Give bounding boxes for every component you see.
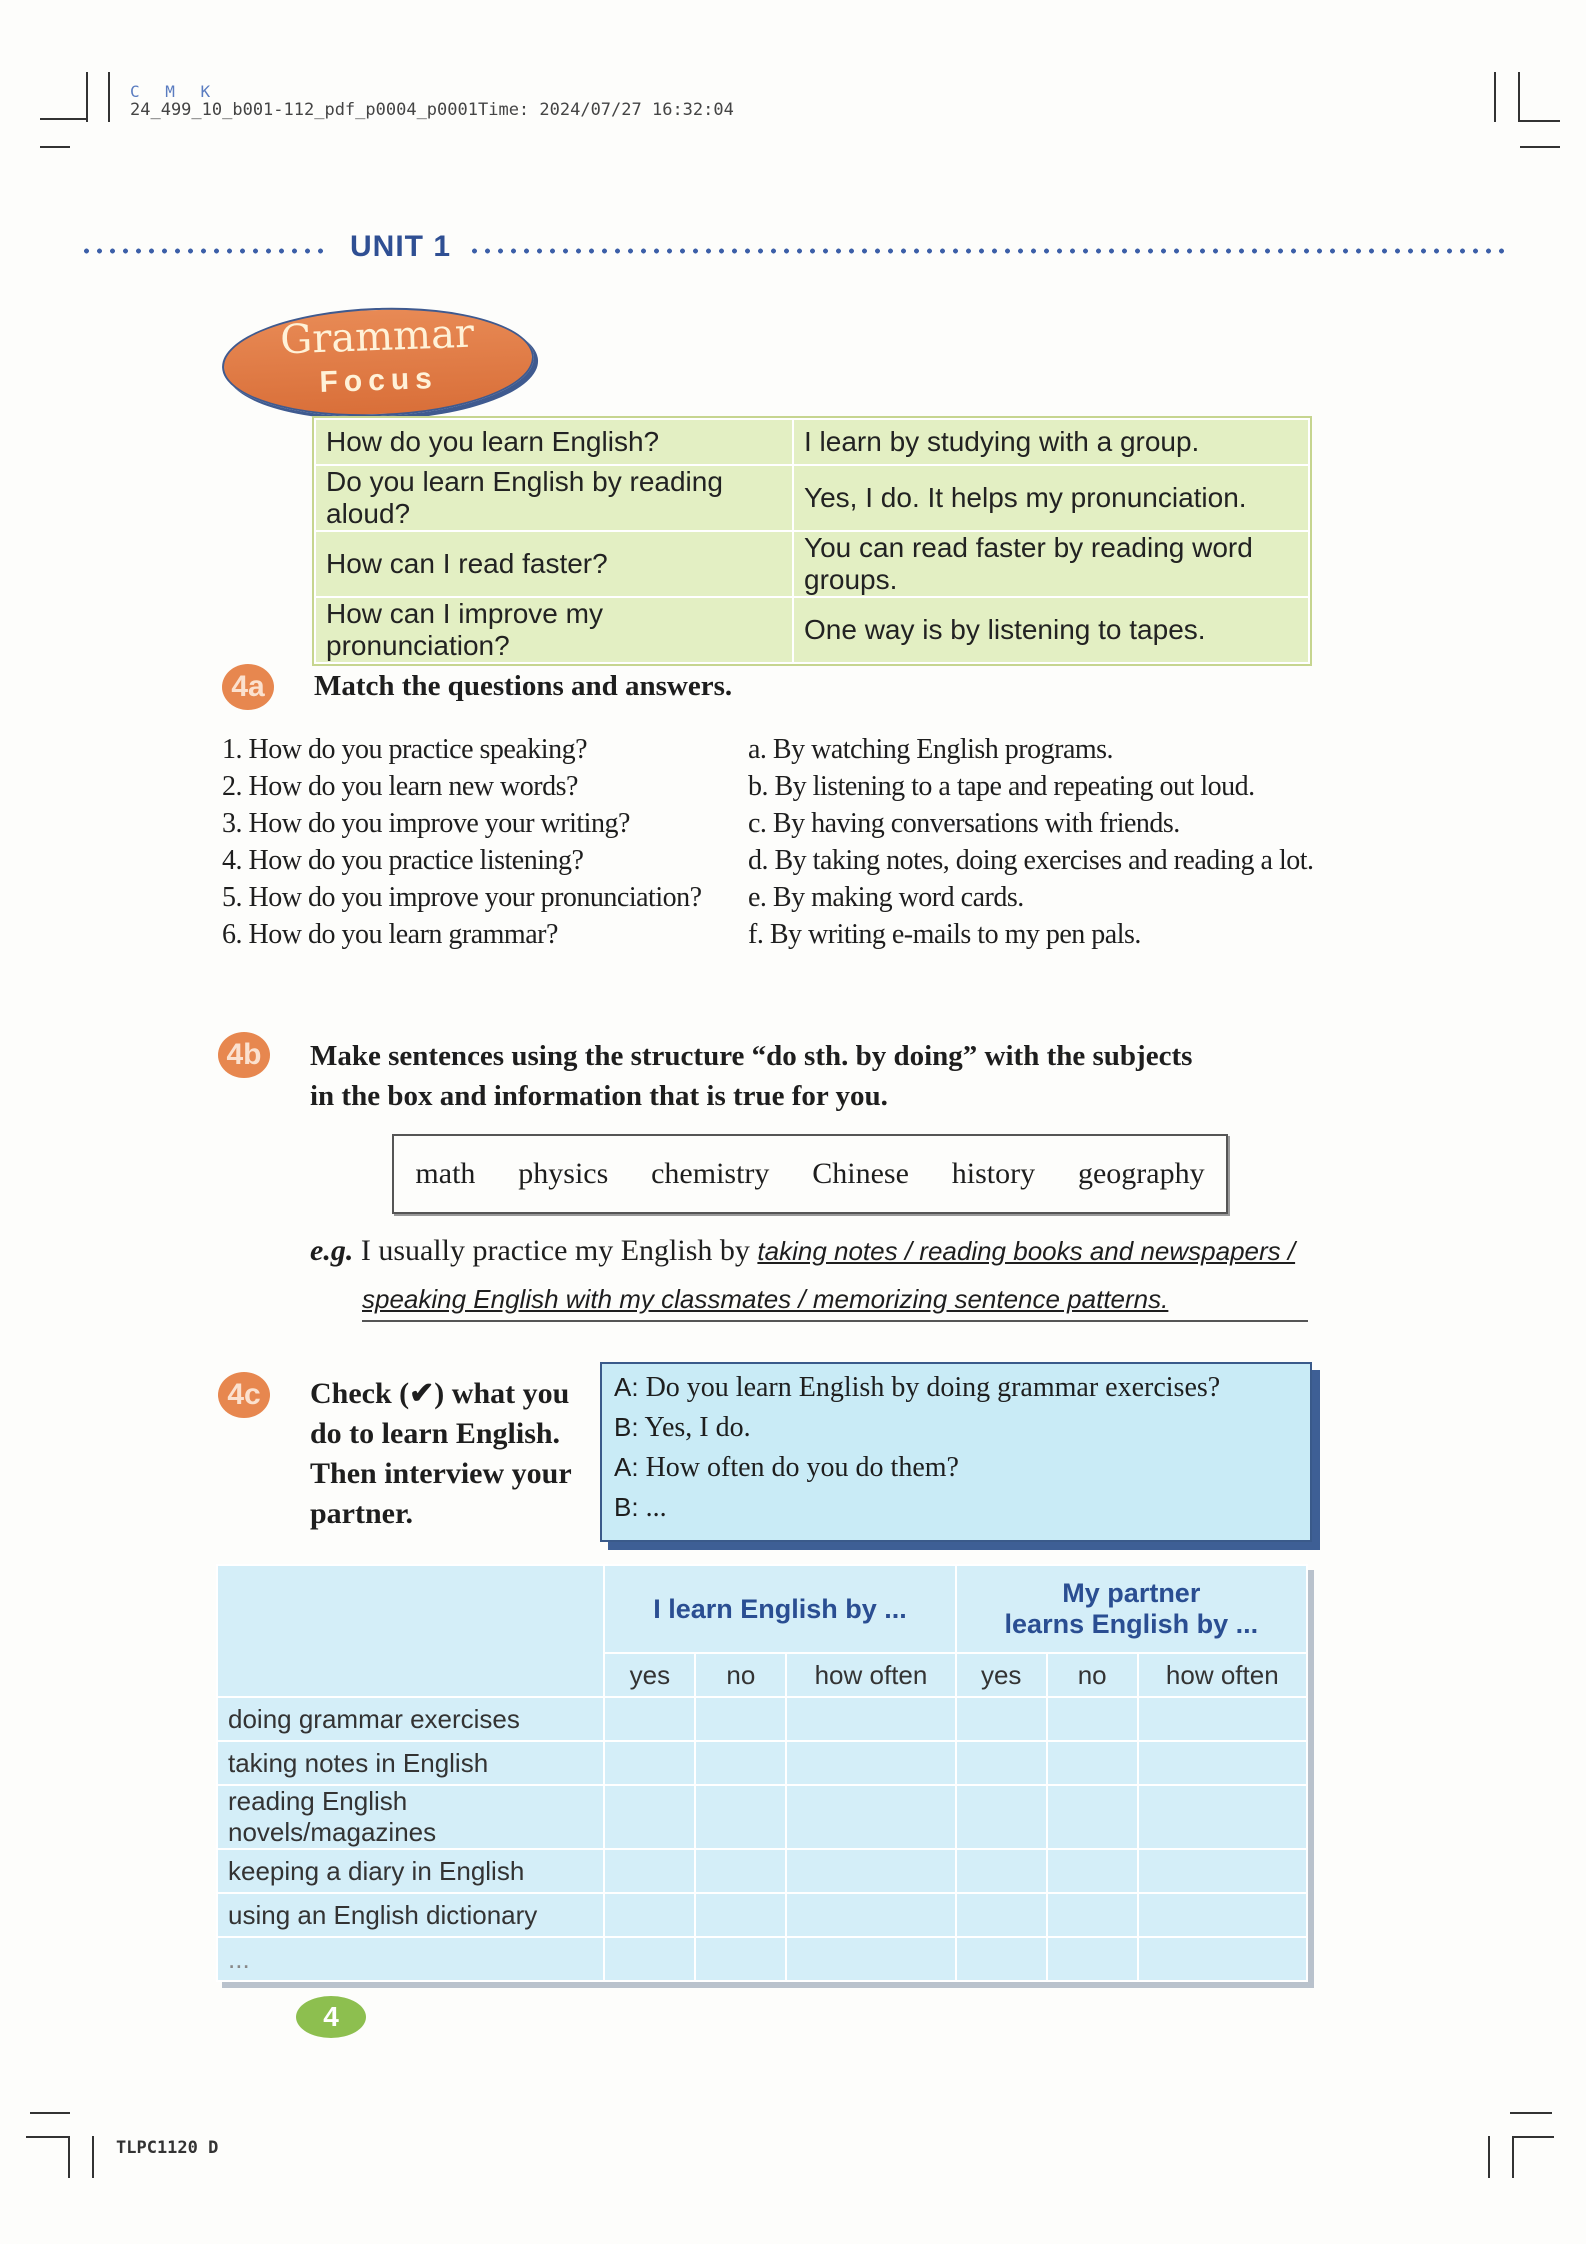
section-4b-title-line1: Make sentences using the structure “do sth. by doing” with the subjects <box>310 1040 1193 1072</box>
badge-title: Grammar <box>279 310 475 364</box>
crop-mark <box>30 2112 70 2114</box>
dialog-text: How often do you do them? <box>645 1452 959 1483</box>
table-row <box>315 465 1309 531</box>
grammar-focus-badge <box>220 303 536 422</box>
dialog-text: Yes, I do. <box>644 1412 751 1443</box>
crop-mark <box>1520 146 1560 148</box>
answer-cell[interactable] <box>604 1849 695 1893</box>
dialog-box <box>600 1362 1312 1542</box>
dialog-speaker: B: <box>614 1412 639 1442</box>
activity-label: ... <box>217 1937 604 1981</box>
answer-cell[interactable] <box>1138 1785 1307 1849</box>
crop-mark <box>1512 2136 1514 2178</box>
crop-mark <box>86 72 88 122</box>
answer-item: e. By making word cards. <box>748 882 1024 913</box>
header-my-partner-line2: learns English by ... <box>1004 1609 1259 1639</box>
answer-cell[interactable] <box>604 1697 695 1741</box>
dialog-speaker: A: <box>614 1372 639 1402</box>
dialog-line <box>614 1412 751 1444</box>
grammar-answer: One way is by listening to tapes. <box>793 597 1309 663</box>
answer-cell[interactable] <box>956 1785 1047 1849</box>
subject-word: Chinese <box>812 1157 909 1190</box>
table-header-row <box>217 1565 1307 1653</box>
table-row <box>315 419 1309 465</box>
crop-mark <box>26 2136 70 2138</box>
survey-table <box>216 1564 1308 1982</box>
section-number-4b: 4b <box>218 1032 270 1078</box>
header-i-learn: I learn English by ... <box>604 1565 955 1653</box>
answer-cell[interactable] <box>604 1785 695 1849</box>
dialog-text: ... <box>645 1492 667 1523</box>
answer-cell[interactable] <box>956 1741 1047 1785</box>
dialog-line <box>614 1492 667 1524</box>
color-marks: C M K <box>130 82 219 101</box>
table-row <box>217 1937 1307 1981</box>
section-number-4a: 4a <box>222 664 274 710</box>
grammar-question: How can I improve my pronunciation? <box>315 597 793 663</box>
answer-cell[interactable] <box>786 1893 955 1937</box>
table-row <box>217 1893 1307 1937</box>
answer-item: d. By taking notes, doing exercises and reading a lot. <box>748 845 1314 876</box>
instruction-line: do to learn English. <box>310 1417 561 1450</box>
table-row <box>217 1697 1307 1741</box>
section-number-4c: 4c <box>218 1372 270 1418</box>
answer-cell[interactable] <box>1047 1937 1138 1981</box>
instruction-line: Then interview your <box>310 1457 572 1490</box>
subject-word: physics <box>518 1157 609 1190</box>
subject-word: math <box>415 1157 476 1190</box>
grammar-question: How can I read faster? <box>315 531 793 597</box>
answer-item: f. By writing e-mails to my pen pals. <box>748 919 1141 950</box>
unit-header <box>80 230 1520 270</box>
dialog-line <box>614 1372 1220 1404</box>
subject-word: history <box>951 1157 1036 1190</box>
question-item: 5. How do you improve your pronunciation? <box>222 882 702 913</box>
answer-cell[interactable] <box>1047 1893 1138 1937</box>
answer-cell[interactable] <box>695 1741 786 1785</box>
example-sentence <box>310 1234 1295 1268</box>
answer-cell[interactable] <box>1047 1849 1138 1893</box>
crop-mark <box>1518 120 1560 122</box>
question-item: 6. How do you learn grammar? <box>222 919 558 950</box>
crop-mark <box>68 2136 70 2178</box>
answer-cell[interactable] <box>695 1849 786 1893</box>
crop-mark <box>92 2136 94 2178</box>
subject-word: geography <box>1077 1157 1205 1190</box>
activity-label: doing grammar exercises <box>217 1697 604 1741</box>
subheader-cell: no <box>695 1653 786 1697</box>
answer-cell[interactable] <box>1138 1937 1307 1981</box>
question-item: 1. How do you practice speaking? <box>222 734 587 765</box>
dialog-line <box>614 1452 959 1484</box>
subject-word-box <box>392 1134 1228 1214</box>
grammar-question: How do you learn English? <box>315 419 793 465</box>
answer-cell[interactable] <box>786 1937 955 1981</box>
question-item: 4. How do you practice listening? <box>222 845 584 876</box>
section-4b-title-line2: in the box and information that is true for you. <box>310 1080 888 1112</box>
example-answer-line1: taking notes / reading books and newspapers / <box>757 1236 1296 1266</box>
answer-cell[interactable] <box>786 1849 955 1893</box>
subheader-cell: how often <box>1138 1653 1307 1697</box>
dialog-speaker: A: <box>614 1452 639 1482</box>
crop-mark <box>1512 2136 1554 2138</box>
answer-cell[interactable] <box>604 1741 695 1785</box>
subject-word: chemistry <box>651 1157 770 1190</box>
answer-item: b. By listening to a tape and repeating out loud. <box>748 771 1255 802</box>
answer-cell[interactable] <box>1138 1849 1307 1893</box>
table-row <box>217 1785 1307 1849</box>
crop-mark <box>1488 2136 1490 2178</box>
example-answer-line2: speaking English with my classmates / memorizing sentence patterns. <box>362 1284 1169 1314</box>
subheader-cell: yes <box>956 1653 1047 1697</box>
unit-label: UNIT 1 <box>350 230 452 263</box>
crop-mark <box>1518 72 1520 122</box>
example-answer-line2-wrap <box>362 1284 1308 1322</box>
answer-cell[interactable] <box>956 1697 1047 1741</box>
dot-divider <box>468 247 1510 255</box>
answer-cell[interactable] <box>1047 1785 1138 1849</box>
question-item: 3. How do you improve your writing? <box>222 808 630 839</box>
table-row <box>217 1741 1307 1785</box>
crop-mark <box>1510 2112 1552 2114</box>
subheader-cell: yes <box>604 1653 695 1697</box>
grammar-answer: You can read faster by reading word groups. <box>793 531 1309 597</box>
section-4c-instruction <box>310 1374 572 1534</box>
file-info: 24_499_10_b001-112_pdf_p0004_p0001Time: 2024/07/27 16:32:04 <box>130 100 734 120</box>
badge-subtitle: Focus <box>318 361 439 400</box>
page-number: 4 <box>296 1996 366 2038</box>
header-my-partner <box>956 1565 1307 1653</box>
grammar-table <box>314 418 1310 664</box>
answer-cell[interactable] <box>604 1937 695 1981</box>
answer-cell[interactable] <box>1138 1697 1307 1741</box>
example-prefix: e.g. <box>310 1234 354 1267</box>
answer-cell[interactable] <box>695 1937 786 1981</box>
instruction-line: partner. <box>310 1497 414 1530</box>
answer-cell[interactable] <box>1138 1741 1307 1785</box>
table-row <box>315 531 1309 597</box>
activity-label: reading English novels/magazines <box>217 1785 604 1849</box>
dot-divider <box>80 247 330 255</box>
subheader-cell: no <box>1047 1653 1138 1697</box>
activity-label: keeping a diary in English <box>217 1849 604 1893</box>
answer-item: a. By watching English programs. <box>748 734 1114 765</box>
crop-mark <box>1494 72 1496 122</box>
table-row <box>217 1849 1307 1893</box>
answer-cell[interactable] <box>695 1893 786 1937</box>
footer-code: TLPC1120 D <box>116 2138 219 2158</box>
table-row <box>315 597 1309 663</box>
header-my-partner-line1: My partner <box>1062 1578 1201 1608</box>
answer-cell[interactable] <box>956 1937 1047 1981</box>
dialog-text: Do you learn English by doing grammar exercises? <box>645 1372 1221 1403</box>
subheader-cell: how often <box>786 1653 955 1697</box>
answer-item: c. By having conversations with friends. <box>748 808 1180 839</box>
question-item: 2. How do you learn new words? <box>222 771 578 802</box>
crop-mark <box>108 72 110 122</box>
answer-cell[interactable] <box>695 1697 786 1741</box>
answer-cell[interactable] <box>786 1785 955 1849</box>
answer-cell[interactable] <box>1138 1893 1307 1937</box>
answer-cell[interactable] <box>956 1893 1047 1937</box>
answer-cell[interactable] <box>1047 1697 1138 1741</box>
activity-label: using an English dictionary <box>217 1893 604 1937</box>
example-text: I usually practice my English by <box>360 1234 750 1267</box>
dialog-speaker: B: <box>614 1492 639 1522</box>
answer-cell[interactable] <box>1047 1741 1138 1785</box>
answer-cell[interactable] <box>956 1849 1047 1893</box>
answer-cell[interactable] <box>604 1893 695 1937</box>
grammar-answer: Yes, I do. It helps my pronunciation. <box>793 465 1309 531</box>
activity-label: taking notes in English <box>217 1741 604 1785</box>
crop-mark <box>40 118 88 120</box>
answer-cell[interactable] <box>786 1741 955 1785</box>
grammar-answer: I learn by studying with a group. <box>793 419 1309 465</box>
answer-cell[interactable] <box>786 1697 955 1741</box>
instruction-line: Check (✔) what you <box>310 1377 570 1410</box>
crop-mark <box>40 146 70 148</box>
table-corner-cell <box>217 1565 604 1697</box>
grammar-question: Do you learn English by reading aloud? <box>315 465 793 531</box>
section-4a-title: Match the questions and answers. <box>314 670 733 702</box>
answer-cell[interactable] <box>695 1785 786 1849</box>
